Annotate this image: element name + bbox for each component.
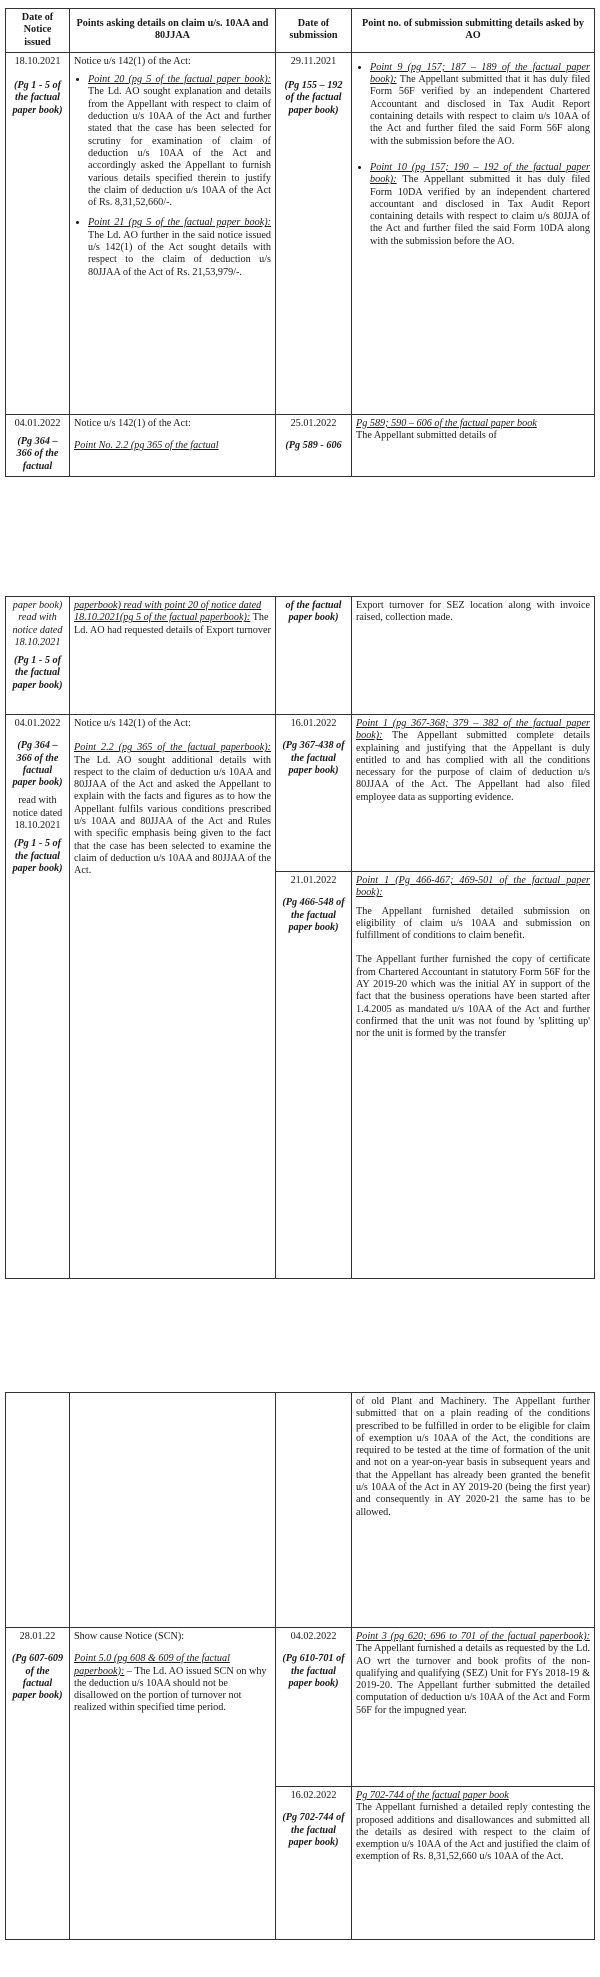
page-2: [5, 596, 595, 1279]
table-row: [6, 52, 595, 414]
page-reference: (Pg 702-744 of the factual paper book): [282, 1812, 345, 1848]
page-3: [5, 1392, 595, 1940]
table-row: [6, 414, 595, 476]
empty-cell: [6, 1393, 70, 1628]
point-text: The Appellant furnished detailed submission on eligibility of claim u/s 10AA and submission on fulfillment of conditions to claim benefit.: [356, 905, 590, 942]
point-text: Export turnover for SEZ location along with invoice raised, collection made.: [356, 600, 590, 624]
notice-date: 04.01.2022: [14, 417, 61, 429]
continued-reference: paper book) read with notice dated 18.10.2021: [12, 600, 63, 648]
submission-block: [276, 1628, 351, 1787]
submission-block: [276, 715, 351, 872]
notice-title: Show cause Notice (SCN):: [74, 1631, 185, 1642]
point-reference: Pg 702-744 of the factual paper book: [356, 1790, 509, 1801]
submission-date-cell: [276, 52, 352, 414]
page-reference: (Pg 155 – 192 of the factual paper book): [284, 80, 343, 116]
notice-date: 04.01.2022: [14, 718, 61, 729]
page-reference: (Pg 1 - 5 of the factual paper book): [12, 655, 63, 691]
notice-title: Notice u/s 142(1) of the Act:: [74, 718, 191, 729]
submission-details-cell: [352, 597, 595, 715]
point-text: The Appellant submitted details of: [356, 430, 497, 442]
point-text: The Appellant further furnished the copy of certificate from Chartered Accountant in statutory Form 56F for the AY 2019-20 which was the initial AY in support of the fact that the business operations have been started after 1.4.2005 as mandated u/s 10AA of the Act and further confirmed that the unit was not found by 'splitting up' nor the unit is formed by the transfer: [356, 954, 590, 1040]
submission-details-cell: [352, 1628, 595, 1940]
points-cell: [70, 52, 276, 414]
submission-date-cell: [276, 715, 352, 1279]
header-point-no-submission: Point no. of submission submitting details asked by AO: [352, 9, 595, 53]
header-date-of-notice: Date of Notice issued: [6, 9, 70, 53]
point-reference: Point 1 (Pg 466-467; 469-501 of the factual paper book):: [356, 875, 590, 899]
point-reference: Point 9 (pg 157; 187 – 189 of the factual paper book):: [370, 61, 590, 86]
submissions-table-page-2: [5, 596, 595, 1279]
point-text: The Ld. AO had requested details of Export turnover: [74, 612, 271, 636]
submission-block: [352, 872, 594, 1278]
point-text: The Appellant furnished a detailed reply contesting the proposed additions and disallowances and submitted all the details as desired with respect to the claim of exemption u/s 10AA of the Act and justified the claim of exemption of Rs. 8,31,52,660 u/s 10AA of the Act.: [356, 1802, 590, 1863]
empty-cell: [70, 1393, 276, 1628]
page-reference: (Pg 607-609 of the factual paper book): [11, 1653, 64, 1702]
page-reference: (Pg 589 - 606: [285, 440, 342, 452]
submission-block: [276, 1787, 351, 1939]
list-item: [88, 217, 271, 278]
page-reference: (Pg 364 – 366 of the factual paper book): [12, 740, 63, 789]
points-cell: [70, 1628, 276, 1940]
notice-date-cell: [6, 52, 70, 414]
page-reference: (Pg 610-701 of the factual paper book): [282, 1653, 345, 1689]
point-reference: Point 20 (pg 5 of the factual paper book):: [88, 74, 271, 86]
notice-date-cell: [6, 597, 70, 715]
submission-date: 04.02.2022: [290, 1631, 337, 1642]
list-item: [370, 62, 590, 148]
page-reference: (Pg 1 - 5 of the factual paper book): [12, 838, 63, 874]
point-reference: Point 21 (pg 5 of the factual paper book):: [88, 217, 271, 229]
submission-details-cell: [352, 52, 595, 414]
submission-details-cell: [352, 1393, 595, 1628]
submission-date: 16.01.2022: [290, 718, 337, 729]
notice-title: Notice u/s 142(1) of the Act:: [74, 417, 191, 429]
notice-title: Notice u/s 142(1) of the Act:: [74, 55, 191, 67]
header-points-asking: Points asking details on claim u/s. 10AA and 80JJAA: [70, 9, 276, 53]
submission-date: 21.01.2022: [290, 875, 337, 886]
point-reference: Point 2.2 (pg 365 of the factual paperbook):: [74, 742, 271, 754]
submission-block: [352, 1787, 594, 1939]
table-row: [6, 1393, 595, 1628]
submission-date-cell: [276, 414, 352, 476]
point-paragraph: [74, 1653, 271, 1714]
submission-date-cell: [276, 1628, 352, 1940]
notice-date-cell: [6, 715, 70, 1279]
submission-date-cell: [276, 597, 352, 715]
point-reference: paperbook) read with point 20 of notice dated 18.10.2021(pg 5 of the factual paperbook):: [74, 600, 262, 624]
submission-block: [352, 1628, 594, 1787]
point-reference: Point 3 (pg 620; 696 to 701 of the factual paperbook):: [356, 1631, 590, 1642]
point-reference: Point 10 (pg 157; 190 – 192 of the factual paper book):: [370, 161, 590, 186]
read-with-text: read with notice dated 18.10.2021: [12, 795, 63, 832]
page-reference: (Pg 367-438 of the factual paper book): [282, 740, 345, 776]
submission-block: [276, 872, 351, 1278]
point-reference: Point No. 2.2 (pg 365 of the factual: [74, 440, 219, 452]
notice-date-cell: [6, 1628, 70, 1940]
page-reference: (Pg 1 - 5 of the factual paper book): [12, 80, 63, 116]
notice-date-cell: [6, 414, 70, 476]
submissions-table-page-1: [5, 8, 595, 477]
submission-date: 29.11.2021: [290, 55, 337, 67]
point-text: The Ld. AO sought explanation and details from the Appellant with respect to claim of deduction u/s 10AA of the Act and further stated that the case has been selected for scrutiny for examination of claim of deduction u/s 10AA of the Act and accordingly asked the Appellant to furnish various details specified therein to justify the claim of deduction u/s 10AA of the Act of Rs. 8,31,52,660/-.: [88, 86, 271, 209]
table-row: [6, 715, 595, 1279]
list-item: [370, 162, 590, 248]
table-row: [6, 597, 595, 715]
points-cell: [70, 597, 276, 715]
point-paragraph: [74, 742, 271, 877]
submission-date: 16.02.2022: [290, 1790, 337, 1801]
notice-date: 28.01.22: [19, 1631, 56, 1642]
submissions-table-page-3: [5, 1392, 595, 1940]
empty-cell: [276, 1393, 352, 1628]
list-item: [88, 74, 271, 209]
point-text: – The Ld. AO issued SCN on why the deduction u/s 10AA should not be disallowed on the portion of turnover not realized within specified time period.: [74, 1665, 267, 1714]
submission-block: [352, 715, 594, 872]
header-date-of-submission: Date of submission: [276, 9, 352, 53]
continued-text: of old Plant and Machinery. The Appellant further submitted that on a plain reading of the conditions prescribed to be fulfilled in order to be eligible for claim of exemption u/s 10AA of the Act, the conditions are required to be tested at the time of formation of the unit and not on a year-on-year basis in subsequent years and that the Appellant has already been granted the benefit u/s 10AA of the Act in AY 2019-20 (being the first year) and consequently in AY 2020-21 the same has to be allowed.: [356, 1396, 590, 1518]
page-reference: (Pg 466-548 of the factual paper book): [282, 897, 345, 933]
point-reference: Pg 589; 590 – 606 of the factual paper book: [356, 417, 537, 429]
submission-date: 25.01.2022: [290, 417, 337, 429]
point-reference: Point 1 (pg 367-368; 379 – 382 of the factual paper book):: [356, 718, 590, 742]
point-text: The Appellant submitted it has duly filed Form 10DA verified by an independent chartered accountant and disclosed in Tax Audit Report containing details with respect to claim u/s 80JJA of the Act and further filed the said Form 10DA along with the submission before the AO.: [370, 174, 590, 247]
page-reference: of the factual paper book): [285, 600, 342, 624]
table-row: [6, 1628, 595, 1940]
points-cell: [70, 414, 276, 476]
page-reference: (Pg 364 – 366 of the factual: [16, 436, 59, 472]
submission-details-cell: [352, 715, 595, 1279]
submission-details-cell: [352, 414, 595, 476]
point-text: The Ld. AO further in the said notice issued u/s 142(1) of the Act sought details with respect to the claim of deduction u/s 80JJAA of the Act of Rs. 21,53,979/-.: [88, 229, 271, 278]
point-text: The Appellant furnished a details as requested by the Ld. AO wrt the turnover and book profits of the non-qualifying and qualifying (SEZ) Unit for FYs 2018-19 & 2019-20. The Appellant further submitted the detailed computation of deduction u/s 10AA of the Act and Form 56F for the impugned year.: [356, 1643, 590, 1716]
point-text: The Appellant submitted complete details explaining and justifying that the Appellant is duly entitled to and has complied with all the conditions necessary for the purpose of claim of deduction u/s 80JJAA of the Act. The Appellant had also filed employee data as supporting evidence.: [356, 730, 590, 803]
points-cell: [70, 715, 276, 1279]
notice-date: 18.10.2021: [14, 55, 61, 67]
point-reference: Point 5.0 (pg 608 & 609 of the factual paperbook):: [74, 1653, 230, 1677]
point-text: The Ld. AO sought additional details with respect to the claim of deduction u/s 10AA and 80JJAA of the Act and asked the Appellant to explain with the facts and figures as to how the Appellant fulfils various conditions prescribed u/s 10AA and 80JJAA of the Act and Rules with specific emphasis being given to the fact that the case has been selected to examine the claim of deduction u/s 10AA and 80JJAA of the Act.: [74, 754, 271, 877]
page-1: [5, 8, 595, 477]
table-header-row: [6, 9, 595, 53]
point-text: The Appellant submitted that it has duly filed Form 56F verified by an independent Chartered Accountant and disclosed in Tax Audit Report containing details with respect to claim u/s 10AA of the Act and further filed the said Form 56F along with the submission before the AO.: [370, 74, 590, 147]
